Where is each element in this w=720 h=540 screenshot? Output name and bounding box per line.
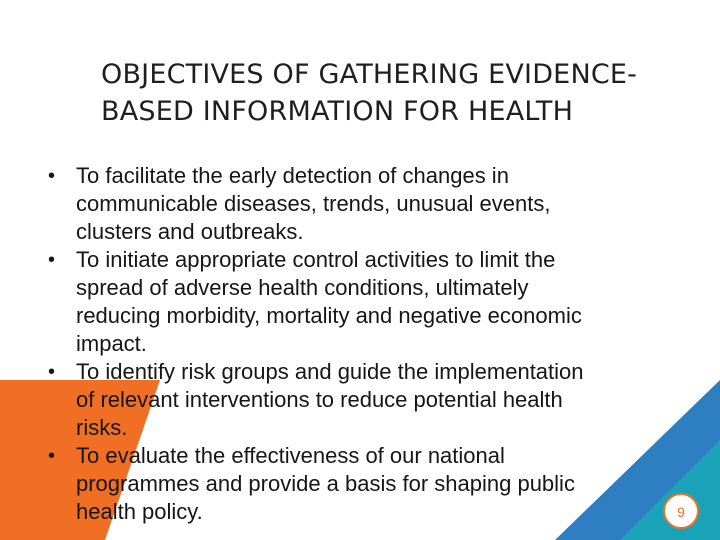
bullet-item xyxy=(0,162,720,246)
bullet-text-line: of relevant interventions to reduce potential health xyxy=(76,387,563,412)
bullet-text-line: To facilitate the early detection of changes in xyxy=(76,163,509,188)
bullet-text-line: health policy. xyxy=(76,499,203,524)
bullet-text-line: risks. xyxy=(76,415,128,440)
bullet-text-line: To identify risk groups and guide the implementation xyxy=(76,359,584,384)
bullet-text-line: impact. xyxy=(76,331,147,356)
bullet-list xyxy=(0,162,720,526)
bullet-text-line: To initiate appropriate control activities to limit the xyxy=(76,247,556,272)
bullet-text-line: communicable diseases, trends, unusual events, xyxy=(76,191,551,216)
bullet-marker: • xyxy=(48,361,56,383)
bullet-text-line: programmes and provide a basis for shaping public xyxy=(76,471,575,496)
bullet-text-line: spread of adverse health conditions, ultimately xyxy=(76,275,529,300)
slide-title xyxy=(101,56,701,130)
bullet-marker: • xyxy=(48,445,56,467)
bullet-item xyxy=(0,246,720,358)
bullet-item xyxy=(0,442,720,526)
bullet-text-line: reducing morbidity, mortality and negative economic xyxy=(76,303,582,328)
page-number-badge: 9 xyxy=(663,493,699,529)
bullet-marker: • xyxy=(48,165,56,187)
title-line: OBJECTIVES OF GATHERING EVIDENCE- xyxy=(101,59,638,90)
bullet-marker: • xyxy=(48,249,56,271)
bullet-text-line: clusters and outbreaks. xyxy=(76,219,304,244)
bullet-item xyxy=(0,358,720,442)
title-line: BASED INFORMATION FOR HEALTH xyxy=(101,96,574,127)
bullet-text-line: To evaluate the effectiveness of our national xyxy=(76,443,505,468)
